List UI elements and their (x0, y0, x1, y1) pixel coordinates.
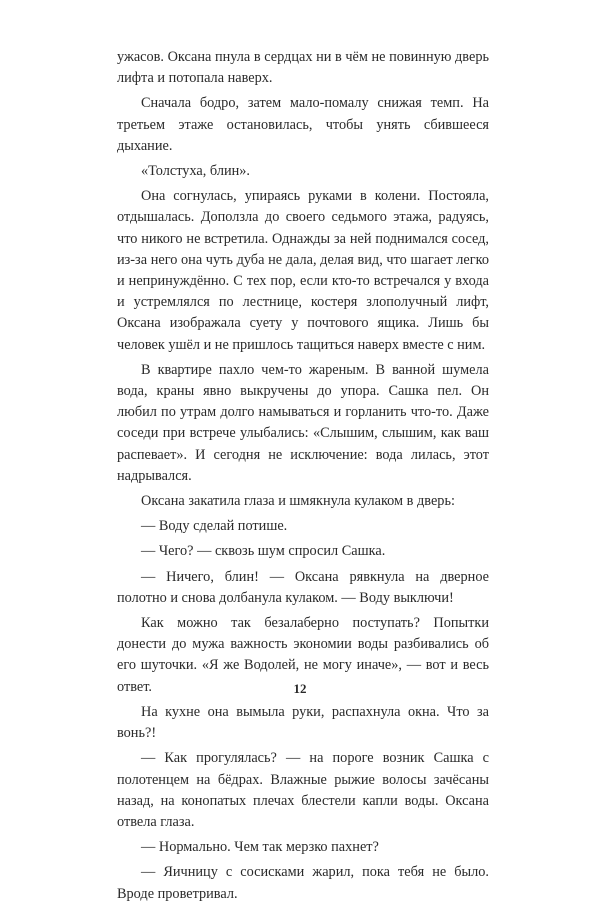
paragraph: На кухне она вымыла руки, распахнула окна. Что за вонь?! (117, 703, 489, 742)
paragraph: ужасов. Оксана пнула в сердцах ни в чём не повинную дверь лифта и потопала наверх. (117, 49, 489, 87)
paragraph: «Толстуха, блин». (141, 163, 250, 180)
paragraph: Сначала бодро, затем мало-помалу снижая темп. На третьем этаже остановилась, чтобы унять сбившееся дыхание. (117, 95, 489, 154)
paragraph: — Как прогулялась? — на пороге возник Сашка с полотенцем на бёдрах. Влажные рыжие волосы зачёсаны назад, на конопатых плечах блестели капли воды. Оксана отвела глаза. (117, 750, 489, 830)
body-text (117, 47, 489, 905)
paragraph: — Ничего, блин! — Оксана рявкнула на дверное полотно и снова долбанула кулаком. — Воду выключи! (117, 568, 489, 606)
paragraph: Как можно так безалаберно поступать? Попытки донести до мужа важность экономии воды разбивались об его шуточки. «Я же Водолей, не могу иначе», — вот и весь ответ. (117, 615, 489, 695)
page-number: 12 (293, 681, 307, 696)
paragraph: — Яичницу с сосисками жарил, пока тебя не было. Вроде проветривал. (117, 864, 489, 902)
paragraph: — Нормально. Чем так мерзко пахнет? (141, 839, 379, 856)
paragraph: — Воду сделай потише. (141, 518, 288, 535)
paragraph: Оксана закатила глаза и шмякнула кулаком в дверь: (141, 493, 455, 510)
paragraph: В квартире пахло чем-то жареным. В ванной шумела вода, краны явно выкручены до упора. Сашка пел. Он любил по утрам долго намываться и горланить что-то. Даже соседи при встрече улыбались: «Слышим, слышим, как ваш распевает». И сегодня не исключение: вода лилась, этот надрывался. (117, 361, 489, 484)
paragraph: Она согнулась, упираясь руками в колени. Постояла, отдышалась. Доползла до своего седьмого этажа, радуясь, что никого не встретила. Однажды за ней поднимался сосед, из-за него она чуть дуба не дала, делая вид, что шагает легко и непринуждённо. С тех пор, если кто-то встречался у входа и устремлялся по лестнице, костеря злополучный лифт, Оксана изображала суету у почтового ящика. Лишь бы человек ушёл и не пришлось тащиться наверх вместе с ним. (117, 188, 489, 353)
paragraph: — Чего? — сквозь шум спросил Сашка. (141, 543, 386, 560)
